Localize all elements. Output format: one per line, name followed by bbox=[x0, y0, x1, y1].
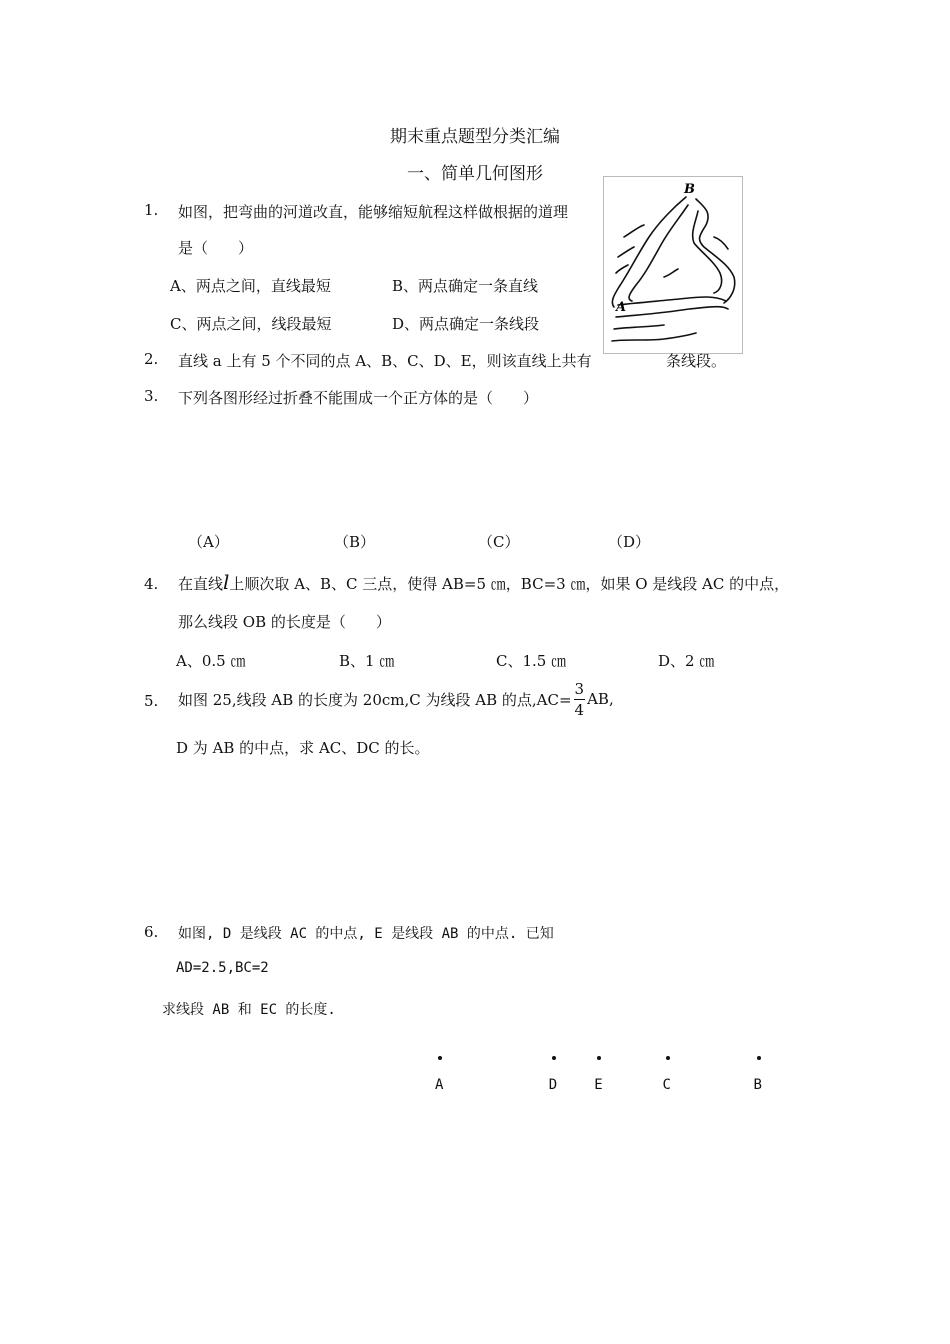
river-drawing bbox=[604, 177, 742, 353]
q6-number: 6. bbox=[144, 923, 159, 941]
q3-option-c: （C） bbox=[478, 533, 520, 551]
q3-number: 3. bbox=[144, 387, 159, 405]
q6-point-dot-e bbox=[597, 1056, 601, 1060]
q6-point-figure bbox=[420, 1045, 780, 1105]
q4-option-a: A、0.5 ㎝ bbox=[176, 652, 246, 670]
q6-point-dot-b bbox=[757, 1056, 761, 1060]
river-label-b: B bbox=[684, 182, 695, 197]
q4-text-pre: 在直线 bbox=[178, 575, 224, 593]
q2-number: 2. bbox=[144, 350, 159, 368]
q4-option-b: B、1 ㎝ bbox=[339, 652, 395, 670]
q4-text-cont: 那么线段 OB 的长度是（ ） bbox=[178, 613, 391, 631]
q6-point-label-e: E bbox=[594, 1077, 603, 1093]
page-title: 期末重点题型分类汇编 bbox=[390, 127, 560, 147]
q4-option-c: C、1.5 ㎝ bbox=[496, 652, 567, 670]
q6-point-dot-c bbox=[666, 1056, 670, 1060]
q1-number: 1. bbox=[144, 201, 159, 219]
q3-option-b: （B） bbox=[334, 533, 376, 551]
q3-option-a: （A） bbox=[188, 533, 229, 551]
q6-point-dot-d bbox=[552, 1056, 556, 1060]
q3-option-d: （D） bbox=[608, 533, 651, 551]
q5-text bbox=[178, 676, 614, 722]
river-label-a: A bbox=[616, 300, 627, 315]
q6-text-given: AD=2.5,BC=2 bbox=[176, 960, 269, 976]
q6-point-label-a: A bbox=[435, 1077, 444, 1093]
q4-line-var: l bbox=[223, 570, 230, 594]
q4-number: 4. bbox=[144, 575, 159, 593]
q5-text-post: AB, bbox=[587, 690, 614, 708]
river-figure bbox=[603, 176, 743, 354]
q1-option-c: C、两点之间，线段最短 bbox=[170, 315, 332, 333]
q1-option-d: D、两点确定一条线段 bbox=[392, 315, 540, 333]
q4-text-post: 上顺次取 A、B、C 三点，使得 AB=5 ㎝，BC=3 ㎝，如果 O 是线段 AC 的中点， bbox=[229, 575, 790, 593]
q2-text: 直线 a 上有 5 个不同的点 A、B、C、D、E，则该直线上共有 bbox=[178, 352, 592, 370]
q6-point-label-c: C bbox=[662, 1077, 671, 1093]
q5-text-pre: 如图 25,线段 AB 的长度为 20cm,C 为线段 AB 的点,AC= bbox=[178, 690, 572, 709]
section-heading: 一、简单几何图形 bbox=[407, 164, 543, 184]
q2-text-tail: 条线段。 bbox=[666, 352, 727, 370]
q5-fraction-numerator: 3 bbox=[574, 679, 585, 698]
q1-option-b: B、两点确定一条直线 bbox=[392, 277, 539, 295]
q1-text-cont: 是（ ） bbox=[178, 239, 254, 257]
q5-fraction-denominator: 4 bbox=[574, 700, 585, 719]
q5-number: 5. bbox=[144, 692, 159, 710]
q1-text: 如图，把弯曲的河道改直，能够缩短航程这样做根据的道理 bbox=[178, 203, 569, 221]
q1-option-a: A、两点之间，直线最短 bbox=[170, 277, 331, 295]
q6-text-ask: 求线段 AB 和 EC 的长度. bbox=[162, 1002, 336, 1018]
q4-text bbox=[178, 570, 789, 594]
q4-option-d: D、2 ㎝ bbox=[658, 652, 715, 670]
q6-text: 如图, D 是线段 AC 的中点, E 是线段 AB 的中点. 已知 bbox=[178, 926, 554, 942]
q3-text: 下列各图形经过折叠不能围成一个正方体的是（ ） bbox=[178, 389, 539, 407]
q6-point-label-d: D bbox=[548, 1077, 558, 1093]
q5-fraction bbox=[574, 679, 586, 720]
q6-point-dot-a bbox=[438, 1056, 442, 1060]
q5-text-cont: D 为 AB 的中点，求 AC、DC 的长。 bbox=[176, 739, 430, 757]
q6-point-label-b: B bbox=[753, 1077, 762, 1093]
